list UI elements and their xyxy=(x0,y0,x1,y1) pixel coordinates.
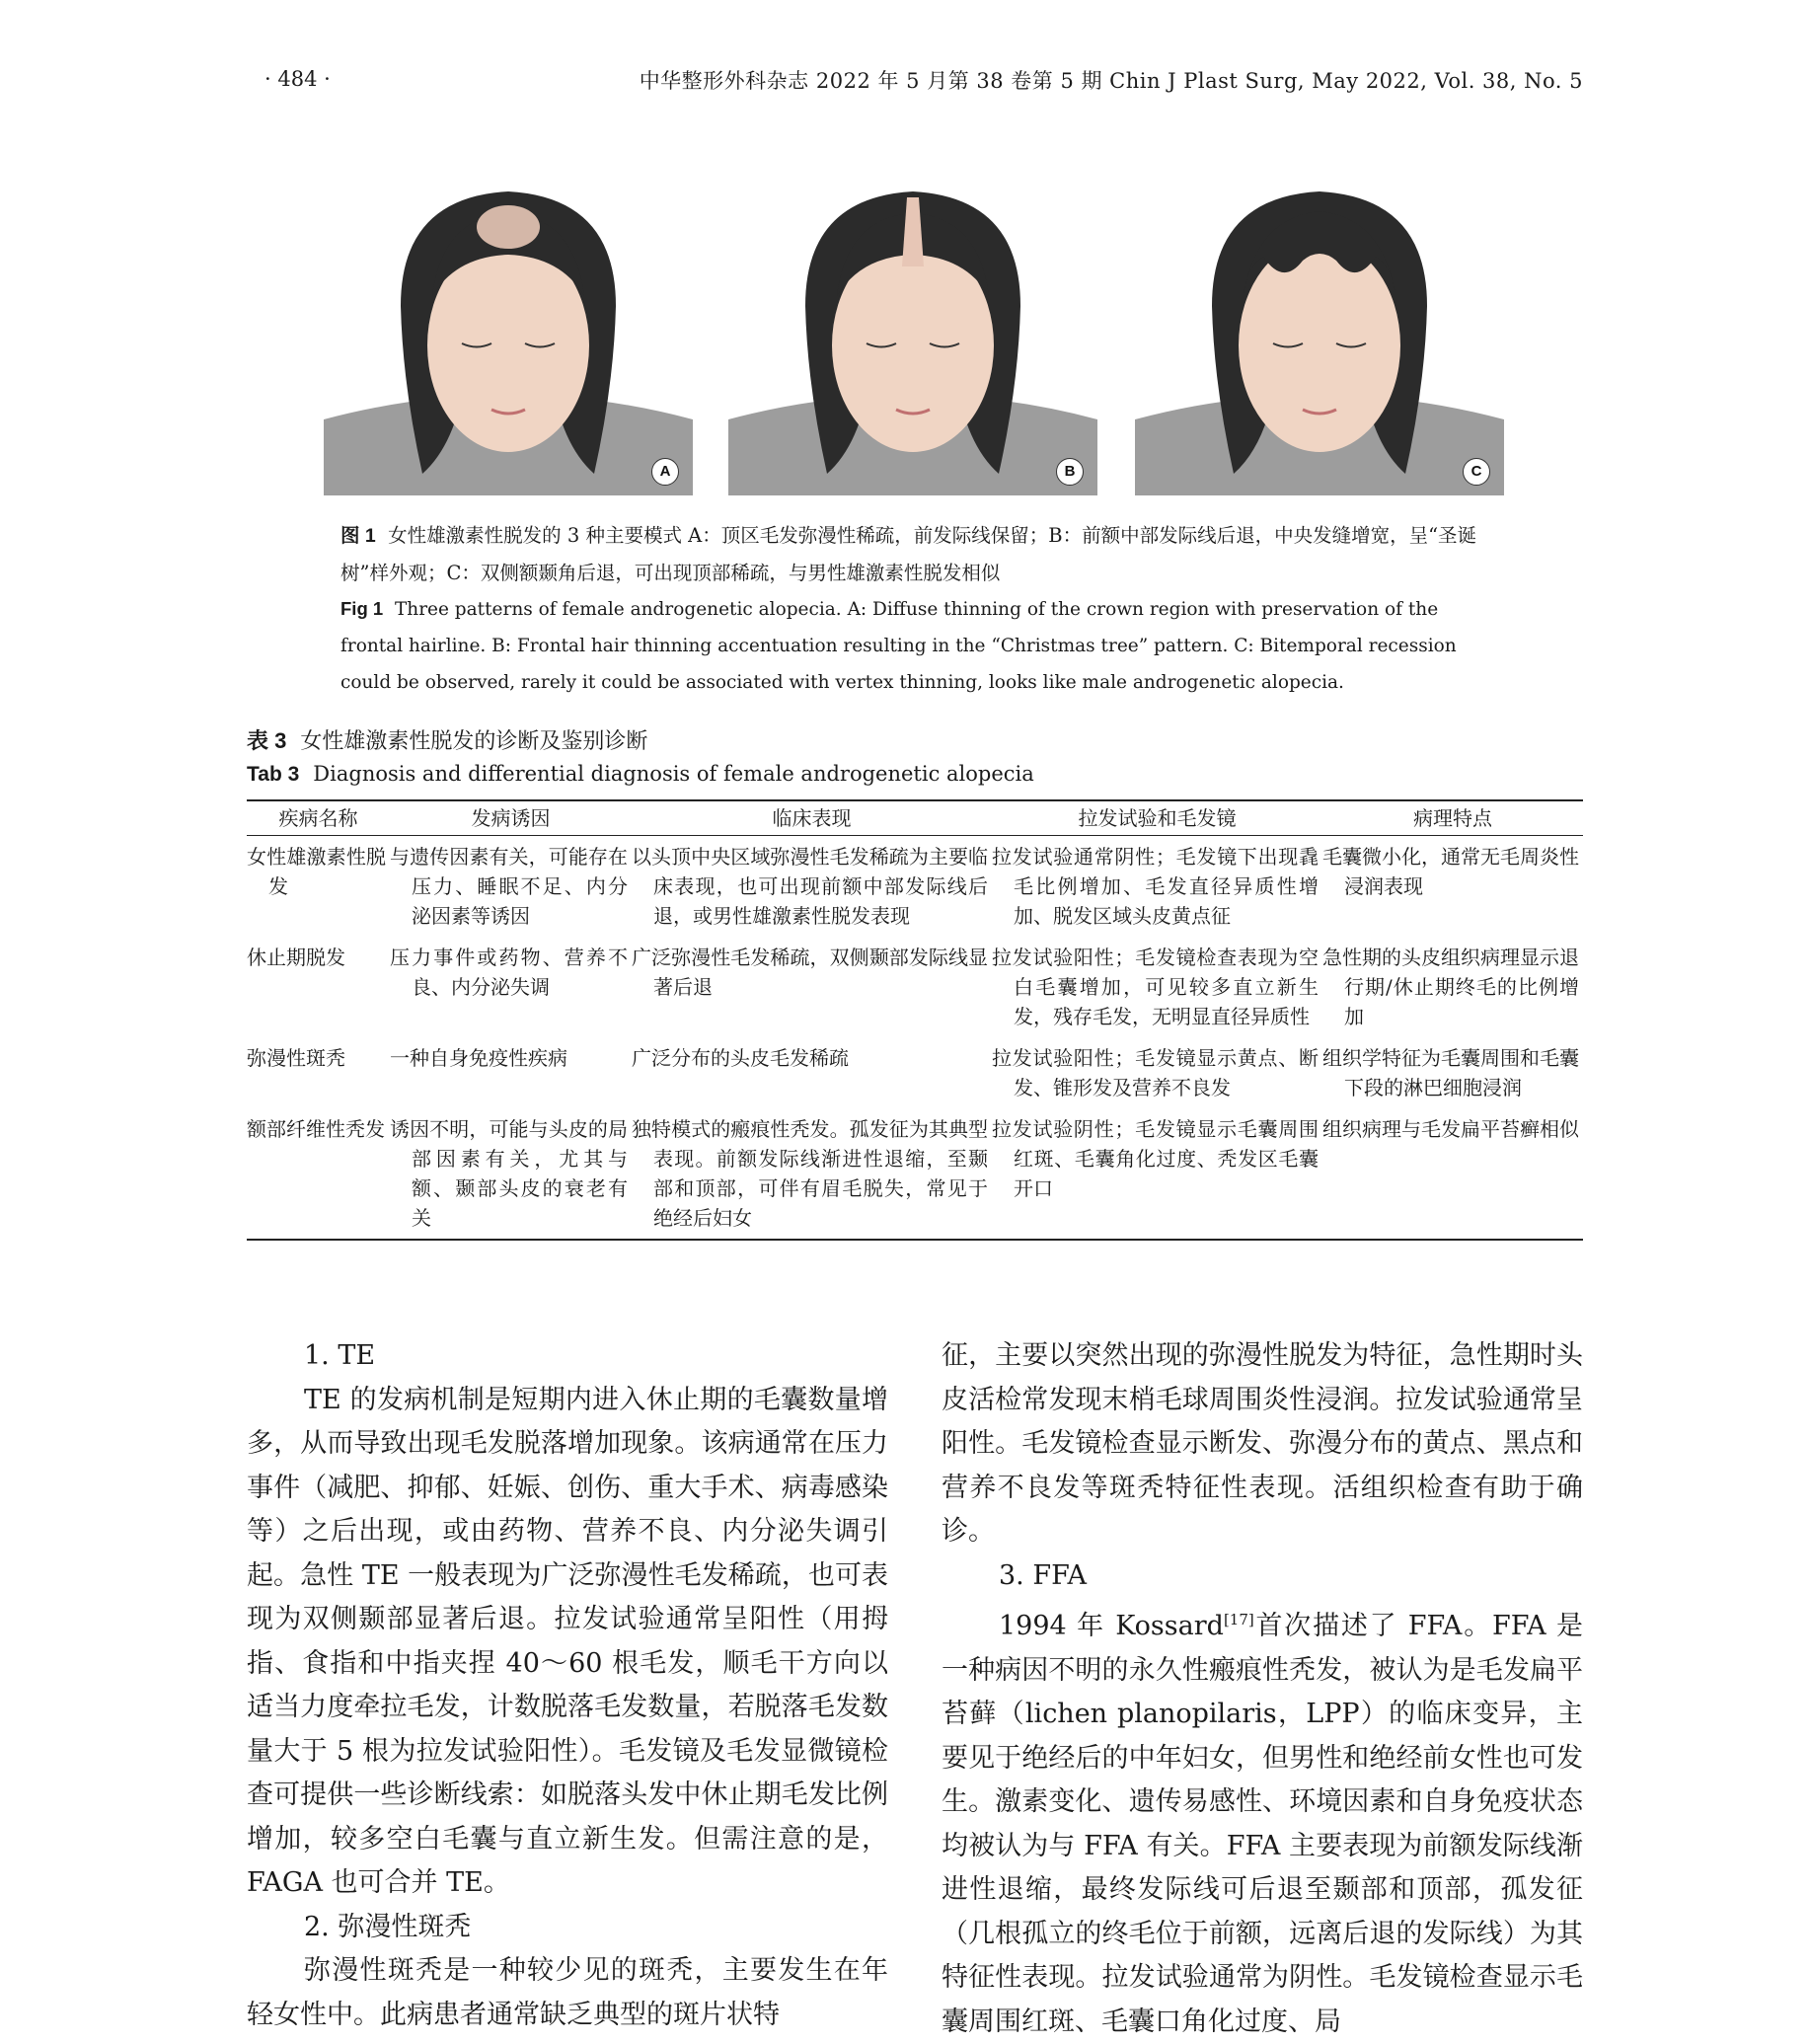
figure-1 xyxy=(324,178,1504,495)
table-cell: 弥漫性斑秃 xyxy=(247,1046,345,1070)
section-heading-diffuse-alopecia-areata: 2. 弥漫性斑秃 xyxy=(304,1911,472,1942)
section-heading-te: 1. TE xyxy=(304,1340,376,1371)
figure-label-cn: 图 1 xyxy=(340,525,376,547)
table-cell: 一种自身免疫性疾病 xyxy=(390,1046,567,1070)
table-cell: 急性期的头皮组织病理显示退行期/休止期终毛的比例增加 xyxy=(1322,946,1579,1028)
illustration-panel-a xyxy=(324,178,693,495)
table-cell: 广泛弥漫性毛发稀疏，双侧颞部发际线显著后退 xyxy=(632,946,988,999)
figure-caption-en-text: Three patterns of female androgenetic alopecia. A: Diffuse thinning of the crown region with preservation of the frontal hairline. B: Frontal hair thinning accentuation resulting in the “Christmas tree” pattern. C: Bitemporal recession could be observed, rarely it could be associated with vertex thinning, looks like male androgenetic alopecia. xyxy=(340,599,1457,693)
table-header-cell: 发病诱因 xyxy=(390,800,632,836)
table-cell: 拉发试验阴性；毛发镜显示毛囊周围红斑、毛囊角化过度、秃发区毛囊开口 xyxy=(992,1117,1319,1200)
paragraph-diffuse-alopecia-areata: 弥漫性斑秃是一种较少见的斑秃，主要发生在年轻女性中。此病患者通常缺乏典型的斑片状特 xyxy=(247,1955,888,2030)
table-header-row xyxy=(247,800,1583,836)
table-title-en-text: Diagnosis and differential diagnosis of female androgenetic alopecia xyxy=(313,762,1034,786)
table-cell: 组织病理与毛发扁平苔癣相似 xyxy=(1322,1117,1579,1141)
table-row xyxy=(247,836,1583,938)
diagnosis-table xyxy=(247,799,1583,1241)
table-row xyxy=(247,1037,1583,1108)
illustration-panel-c xyxy=(1135,178,1504,495)
table-cell: 休止期脱发 xyxy=(247,946,345,969)
table-cell: 压力事件或药物、营养不良、内分泌失调 xyxy=(390,946,628,999)
table-cell: 独特模式的瘢痕性秃发。孤发征为其典型表现。前额发际线渐进性退缩，至颞部和顶部，可伴有眉毛脱失，常见于绝经后妇女 xyxy=(632,1117,988,1230)
table-cell: 与遗传因素有关，可能存在压力、睡眠不足、内分泌因素等诱因 xyxy=(390,845,628,928)
section-heading-ffa: 3. FFA xyxy=(999,1559,1087,1591)
paragraph-continued: 征，主要以突然出现的弥漫性脱发为特征，急性期时头皮活检常发现末梢毛球周围炎性浸润。拉发试验通常呈阳性。毛发镜检查显示断发、弥漫分布的黄点、黑点和营养不良发等斑秃特征性表现。活组织检查有助于确诊。 xyxy=(942,1340,1583,1547)
table-label-en: Tab 3 xyxy=(247,763,300,786)
table-header-cell: 拉发试验和毛发镜 xyxy=(992,800,1322,836)
table-header-cell: 临床表现 xyxy=(632,800,992,836)
table-header-cell: 疾病名称 xyxy=(247,800,390,836)
paragraph-ffa xyxy=(942,1598,1583,2044)
illustration-panel-b xyxy=(728,178,1097,495)
figure-caption-cn xyxy=(340,517,1495,591)
table-cell: 女性雄激素性脱发 xyxy=(247,845,386,898)
figure-label-en: Fig 1 xyxy=(340,598,384,619)
running-header: 中华整形外科杂志 2022 年 5 月第 38 卷第 5 期 Chin J Plast Surg, May 2022, Vol. 38, No. 5 xyxy=(639,69,1583,93)
table-row xyxy=(247,1108,1583,1240)
citation-ref[interactable]: [17] xyxy=(1223,1611,1254,1628)
table-title-cn-text: 女性雄激素性脱发的诊断及鉴别诊断 xyxy=(300,729,648,754)
paragraph-ffa-start: 1994 年 Kossard xyxy=(999,1611,1224,1641)
table-cell: 组织学特征为毛囊周围和毛囊下段的淋巴细胞浸润 xyxy=(1322,1046,1579,1099)
page-number: · 484 · xyxy=(264,67,331,91)
body-column-left xyxy=(247,1334,888,2037)
panel-label-b: B xyxy=(1056,458,1084,486)
table-cell: 诱因不明，可能与头皮的局部因素有关，尤其与额、颞部头皮的衰老有关 xyxy=(390,1117,628,1230)
table-cell: 拉发试验阳性；毛发镜显示黄点、断发、锥形发及营养不良发 xyxy=(992,1046,1319,1099)
paragraph-ffa-rest: 首次描述了 FFA。FFA 是一种病因不明的永久性瘢痕性秃发，被认为是毛发扁平苔藓（lichen planopilaris，LPP）的临床变异，主要见于绝经后的中年妇女，但男性和绝经前女性也可发生。激素变化、遗传易感性、环境因素和自身免疫状态均被认为与 FFA 有关。FFA 主要表现为前额发际线渐进性退缩，最终发际线可后退至颞部和顶部，孤发征（几根孤立的终毛位于前额，远离后退的发际线）为其特征性表现。拉发试验通常为阴性。毛发镜检查显示毛囊周围红斑、毛囊口角化过度、局 xyxy=(942,1611,1583,2037)
figure-caption-en xyxy=(340,590,1495,701)
table-cell: 以头顶中央区域弥漫性毛发稀疏为主要临床表现，也可出现前额中部发际线后退，或男性雄激素性脱发表现 xyxy=(632,845,988,928)
table-header-cell: 病理特点 xyxy=(1322,800,1583,836)
table-label-cn: 表 3 xyxy=(247,728,287,753)
table-cell: 广泛分布的头皮毛发稀疏 xyxy=(632,1046,849,1070)
table-cell: 拉发试验通常阴性；毛发镜下出现毳毛比例增加、毛发直径异质性增加、脱发区域头皮黄点征 xyxy=(992,845,1319,928)
table-cell: 拉发试验阳性；毛发镜检查表现为空白毛囊增加，可见较多直立新生发，残存毛发，无明显直径异质性 xyxy=(992,946,1319,1028)
body-column-right xyxy=(942,1334,1583,2044)
panel-label-c: C xyxy=(1463,458,1490,486)
figure-caption-cn-text: 女性雄激素性脱发的 3 种主要模式 A：顶区毛发弥漫性稀疏，前发际线保留；B：前额中部发际线后退，中央发缝增宽，呈“圣诞树”样外观；C：双侧额颞角后退，可出现顶部稀疏，与男性雄激素性脱发相似 xyxy=(340,524,1477,584)
table-cell: 毛囊微小化，通常无毛周炎性浸润表现 xyxy=(1322,845,1579,898)
table-title-en xyxy=(247,762,1034,787)
table-title-cn xyxy=(247,724,647,755)
panel-label-a: A xyxy=(651,458,679,486)
table-row xyxy=(247,937,1583,1037)
table-cell: 额部纤维性秃发 xyxy=(247,1117,385,1141)
paragraph-te: TE 的发病机制是短期内进入休止期的毛囊数量增多，从而导致出现毛发脱落增加现象。该病通常在压力事件（减肥、抑郁、妊娠、创伤、重大手术、病毒感染等）之后出现，或由药物、营养不良、内分泌失调引起。急性 TE 一般表现为广泛弥漫性毛发稀疏，也可表现为双侧颞部显著后退。拉发试验通常呈阳性（用拇指、食指和中指夹捏 40～60 根毛发，顺毛干方向以适当力度牵拉毛发，计数脱落毛发数量，若脱落毛发数量大于 5 根为拉发试验阳性）。毛发镜及毛发显微镜检查可提供一些诊断线索：如脱落头发中休止期毛发比例增加，较多空白毛囊与直立新生发。但需注意的是，FAGA 也可合并 TE。 xyxy=(247,1384,888,1898)
